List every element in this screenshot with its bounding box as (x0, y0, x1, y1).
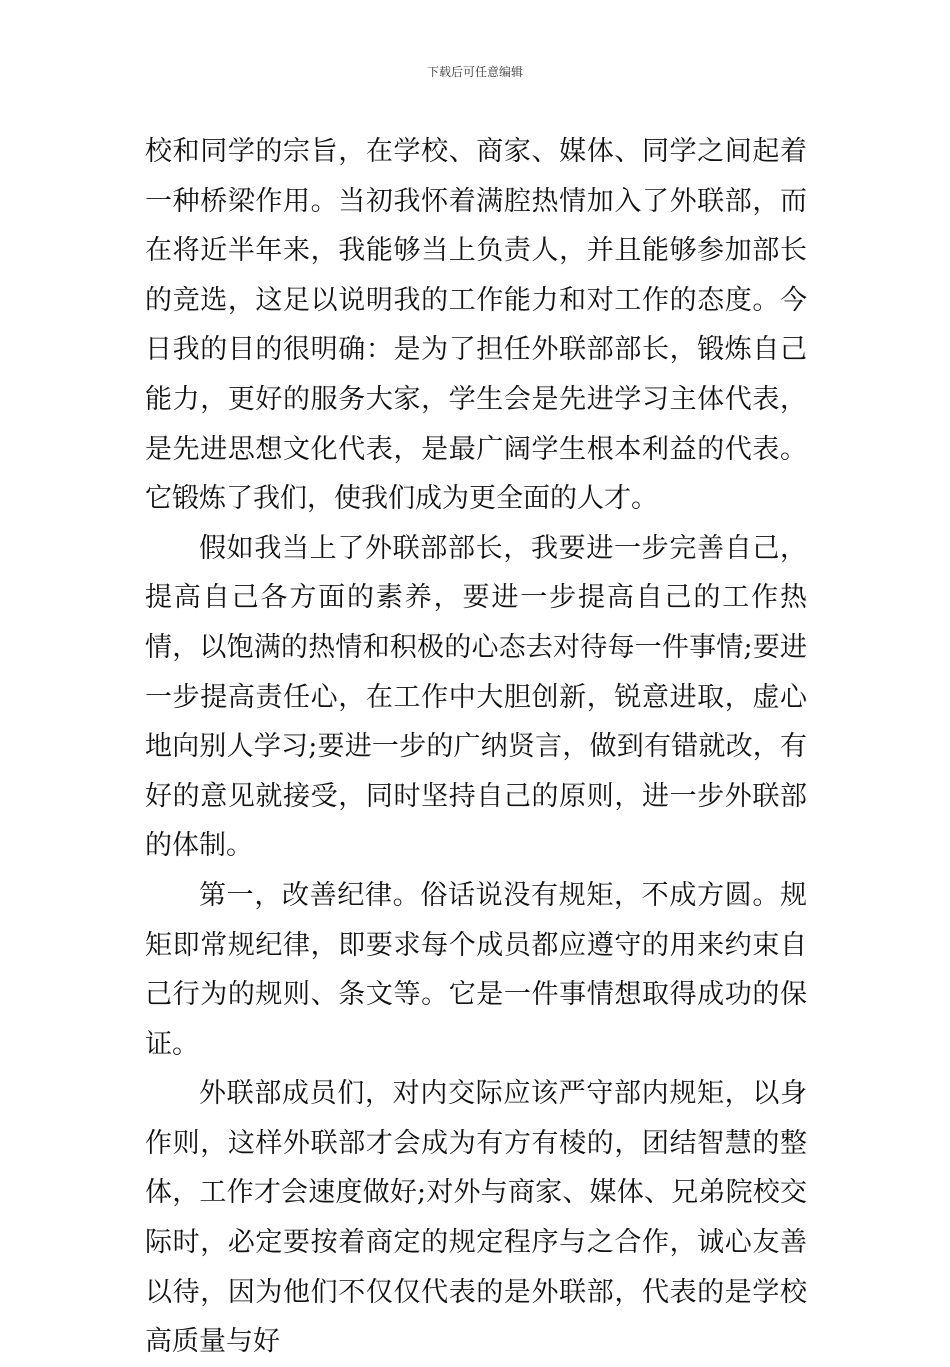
page-header: 下载后可任意编辑 (426, 65, 523, 79)
paragraph-2: 假如我当上了外联部部长，我要进一步完善自己，提高自己各方面的素养，要进一步提高自己的工作热情，以饱满的热情和积极的心态去对待每一件事情;要进一步提高责任心，在工作中大胆创新，锐意进取，虚心地向别人学习;要进一步的广纳贤言，做到有错就改，有好的意见就接受，同时坚持自己的原则，进一步外联部的体制。 (145, 532, 807, 862)
paragraph-1: 校和同学的宗旨，在学校、商家、媒体、同学之间起着一种桥梁作用。当初我怀着满腔热情加入了外联部，而在将近半年来，我能够当上负责人，并且能够参加部长的竞选，这足以说明我的工作能力和对工作的态度。今日我的目的很明确：是为了担任外联部部长，锻炼自己能力，更好的服务大家，学生会是先进学习主体代表，是先进思想文化代表，是最广阔学生根本利益的代表。它锻炼了我们，使我们成为更全面的人才。 (145, 136, 807, 515)
paragraph-4: 外联部成员们，对内交际应该严守部内规矩，以身作则，这样外联部才会成为有方有棱的，团结智慧的整体，工作才会速度做好;对外与商家、媒体、兄弟院校交际时，必定要按着商定的规定程序与之合作，诚心友善以待，因为他们不仅仅代表的是外联部，代表的是学校高质量与好 (145, 1078, 807, 1358)
document-body (145, 127, 807, 1367)
paragraph-3: 第一，改善纪律。俗话说没有规矩，不成方圆。规矩即常规纪律，即要求每个成员都应遵守的用来约束自己行为的规则、条文等。它是一件事情想取得成功的保证。 (145, 879, 807, 1060)
